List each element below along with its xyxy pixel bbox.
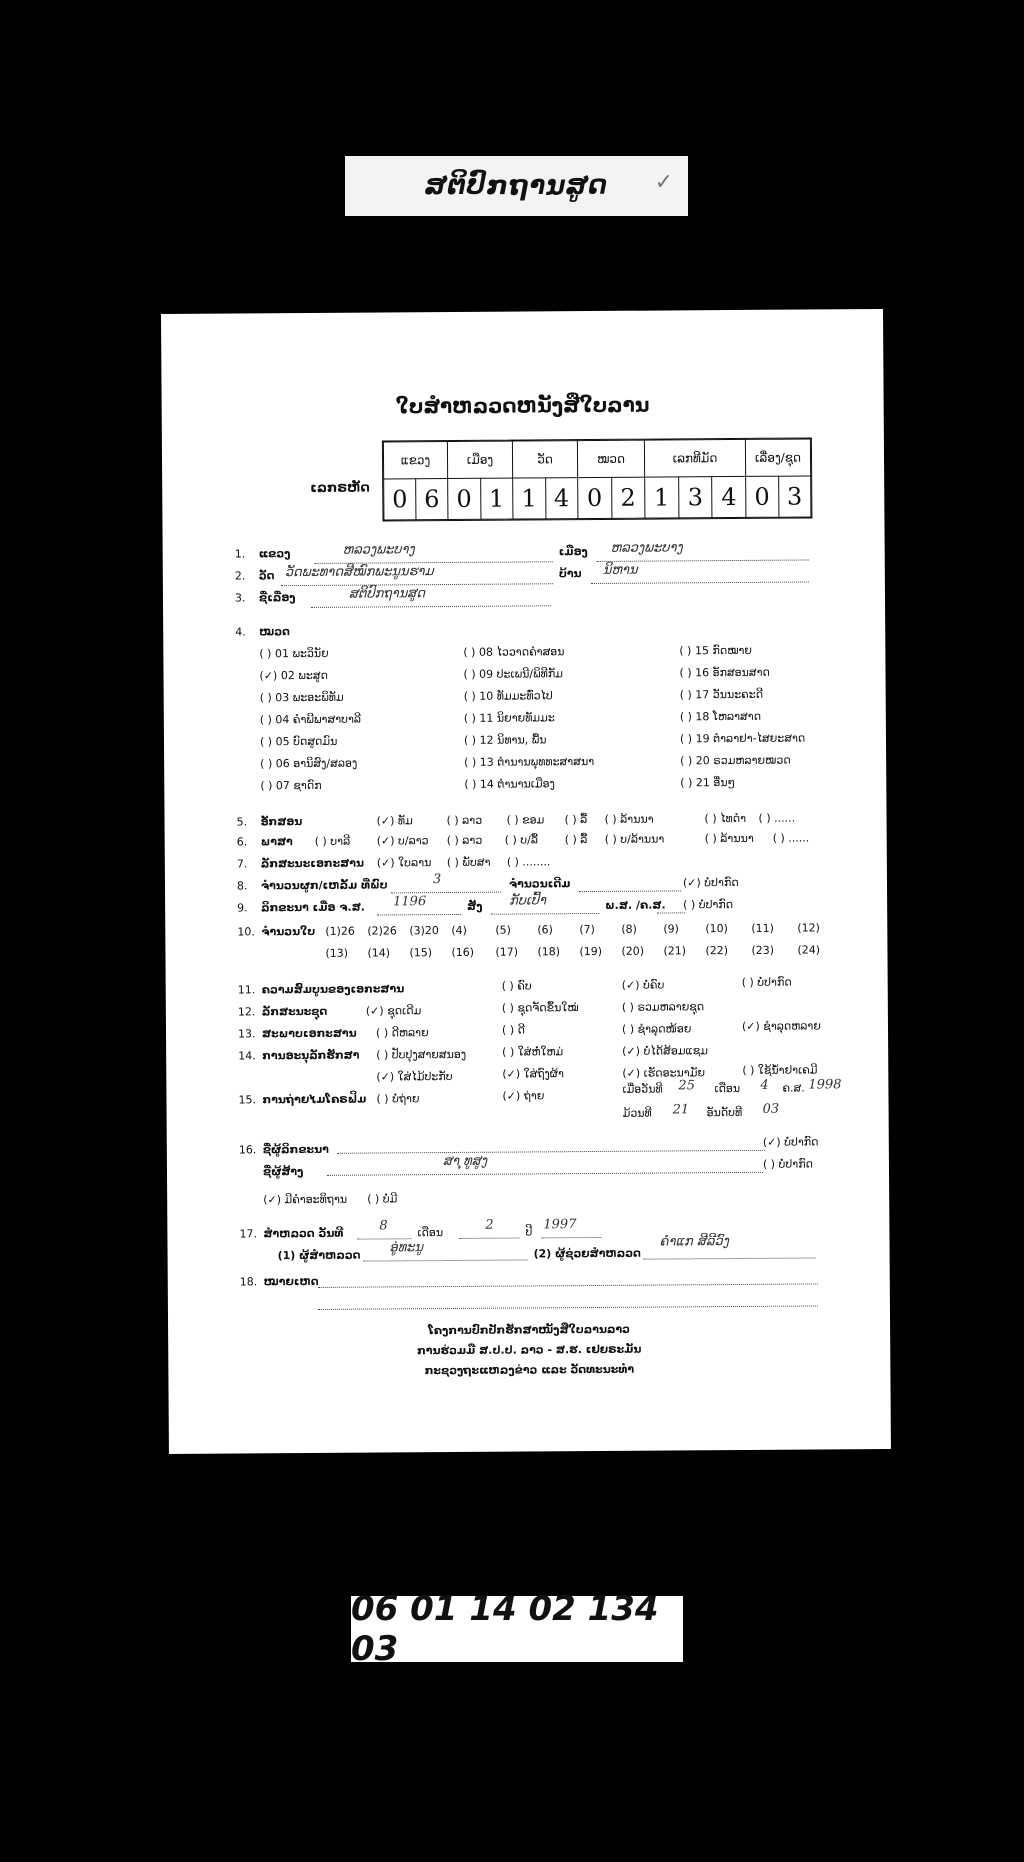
conservation-option[interactable]: (✓) ໃສ່ຖົງຜ້າ bbox=[502, 1067, 564, 1081]
assistant-signature: ຄໍາແກ ສີລີວົງ bbox=[659, 1234, 729, 1250]
leaf-count-item: (23) bbox=[751, 943, 775, 957]
code-header-category: ໝວດ bbox=[577, 440, 644, 477]
microfilm-number-value: 03 bbox=[762, 1101, 780, 1117]
script-option[interactable]: ( ) ລາວ bbox=[446, 813, 483, 828]
condition-option[interactable]: (✓) ຊໍາລຸດຫລາຍ bbox=[741, 1019, 821, 1033]
microfilm-option[interactable]: (✓) ຖ່າຍ bbox=[502, 1089, 545, 1103]
row-2-number: 2. bbox=[234, 569, 246, 583]
row-14-label: ການອະນຸລັກຮັກສາ bbox=[262, 1048, 360, 1063]
set-type-option[interactable]: (✓) ຊຸດເດີມ bbox=[365, 1004, 422, 1018]
inscription-unknown-option[interactable]: ( ) ບໍ່ປາກົດ bbox=[683, 898, 734, 912]
leaf-count-item: (14) bbox=[367, 946, 391, 960]
inscription-year-value: 1196 bbox=[393, 894, 427, 910]
bottom-code-label bbox=[351, 1589, 683, 1669]
code-digit: 2 bbox=[611, 477, 645, 518]
tick-mark-icon: ✓ bbox=[654, 170, 674, 195]
row-4-label: ໝວດ bbox=[259, 625, 290, 639]
survey-year-label: ປີ bbox=[525, 1225, 533, 1239]
leaf-count-item: (13) bbox=[325, 946, 349, 960]
category-option[interactable]: ( ) 04 ຄໍາພີພາສາບາລີ bbox=[259, 712, 362, 727]
code-digit: 3 bbox=[678, 477, 712, 518]
category-option[interactable]: (✓) 02 ພະສູດ bbox=[259, 668, 328, 683]
condition-option[interactable]: ( ) ຊໍາລຸດໜ້ອຍ bbox=[621, 1022, 692, 1036]
row-14-number: 14. bbox=[238, 1049, 256, 1063]
row-8-label-2: ຈໍານວນເດີມ bbox=[508, 877, 571, 891]
script-option[interactable]: ( ) ລື້ bbox=[564, 813, 588, 827]
survey-month-label: ເດືອນ bbox=[417, 1226, 444, 1240]
category-option[interactable]: ( ) 08 ໄວວາດຄໍາສອນ bbox=[463, 645, 565, 659]
form-title: ໃບສໍາຫລວດຫນັງສືໃບລານ bbox=[395, 392, 650, 419]
leaf-count-item: (21) bbox=[663, 944, 687, 958]
script-option[interactable]: ( ) ຂອມ bbox=[506, 813, 545, 827]
row-16-number: 16. bbox=[238, 1143, 257, 1157]
code-digit: 0 bbox=[578, 477, 612, 518]
language-option[interactable]: ( ) ບ/ລື້ bbox=[504, 833, 539, 847]
survey-form-sheet bbox=[161, 309, 891, 1454]
code-digit: 0 bbox=[384, 479, 416, 520]
bundle-count-unknown-option[interactable]: (✓) ບໍ່ປາກົດ bbox=[682, 875, 739, 890]
row-13-number: 13. bbox=[237, 1027, 256, 1041]
leaf-count-item: (11) bbox=[751, 921, 774, 935]
bundle-count-value: 3 bbox=[432, 872, 442, 888]
row-7-number: 7. bbox=[236, 857, 248, 871]
leaf-count-item: (9) bbox=[663, 922, 679, 936]
language-option[interactable]: ( ) ລາວ bbox=[446, 833, 483, 848]
story-title-value: ສຕິປົກຖານສູດ bbox=[348, 586, 426, 602]
code-digit: 3 bbox=[778, 476, 811, 517]
district-value: ຫລວງພະບາງ bbox=[610, 540, 683, 556]
category-option[interactable]: ( ) 21 ອື່ນໆ bbox=[680, 776, 736, 790]
category-option[interactable]: ( ) 05 ບົດສູດມົນ bbox=[259, 734, 338, 749]
category-option[interactable]: ( ) 18 ໂຫລາສາດ bbox=[679, 709, 762, 724]
language-option[interactable]: ( ) ...... bbox=[772, 831, 810, 845]
code-digit: 1 bbox=[645, 477, 679, 518]
code-digit: 4 bbox=[545, 478, 578, 519]
creator-unknown-option[interactable]: ( ) ບໍ່ປາກົດ bbox=[762, 1157, 813, 1171]
conservation-option[interactable]: ( ) ປັບປຸງສາຍສນອງ bbox=[376, 1047, 467, 1062]
row-1-number: 1. bbox=[234, 547, 246, 561]
row-8-number: 8. bbox=[236, 879, 248, 893]
row-2-label-2: ບ້ານ bbox=[558, 567, 582, 581]
row-12-number: 12. bbox=[237, 1005, 256, 1019]
row-2-label: ວັດ bbox=[258, 569, 275, 583]
leaf-count-item: (24) bbox=[797, 943, 821, 957]
document-type-option[interactable]: ( ) ພັບສາ bbox=[446, 855, 491, 870]
creator-value: ສາ ຸທູສູງ bbox=[442, 1153, 488, 1170]
leaf-count-item: (8) bbox=[621, 922, 637, 936]
code-digit: 1 bbox=[513, 478, 546, 519]
bottom-code-text: 06 01 14 02 134 03 bbox=[351, 1589, 659, 1669]
code-header-province: ແຂວງ bbox=[383, 442, 447, 479]
category-option[interactable]: ( ) 20 ຣວມຫລາຍໝວດ bbox=[680, 753, 791, 768]
microfilm-month-value: 4 bbox=[760, 1077, 769, 1093]
code-header-district: ເມືອງ bbox=[447, 441, 512, 478]
conservation-option[interactable]: (✓) ບໍ່ໄດ້ສ້ອມແຊມ bbox=[622, 1044, 709, 1058]
row-8-label: ຈໍານວນຜູກ/ເຫລັ້ມ ທີ່ພົບ bbox=[260, 878, 388, 893]
row-4-number: 4. bbox=[235, 625, 246, 639]
row-13-label: ສະພາບເອກະສານ bbox=[261, 1026, 357, 1041]
leaf-count-item: (16) bbox=[451, 945, 475, 959]
leaf-count-item: (22) bbox=[705, 944, 729, 958]
leaf-count-item: (6) bbox=[537, 923, 553, 937]
category-option[interactable]: ( ) 11 ນິຍາຍທັມມະ bbox=[463, 711, 555, 725]
conservation-option[interactable]: (✓) ໃສ່ໄມ້ປະກັບ bbox=[376, 1069, 453, 1084]
microfilm-year-label: ຄ.ສ. bbox=[782, 1081, 805, 1095]
conservation-option[interactable]: ( ) ໃສ່ຫໍ່ໃຫມ່ bbox=[502, 1045, 564, 1059]
row-15-label: ການຖ່າຍໄມໂຄຣຟິມ bbox=[262, 1092, 367, 1107]
survey-month-value: 2 bbox=[485, 1217, 494, 1233]
temple-value: ວັດພະທາດສີໝົກພະນູນຮາມ bbox=[284, 564, 434, 581]
leaf-count-item: (18) bbox=[537, 945, 561, 959]
top-title-label bbox=[345, 156, 688, 216]
leaf-count-item: (7) bbox=[579, 922, 595, 937]
leaf-count-item: (10) bbox=[705, 922, 728, 936]
microfilm-option[interactable]: ( ) ບໍ່ຖ່າຍ bbox=[376, 1092, 420, 1106]
footer-line-3: ກະຊວງຖະແຫລງຂ່າວ ແລະ ວັດທະນະທໍາ bbox=[424, 1362, 635, 1378]
document-type-option[interactable]: (✓) ໃບລານ bbox=[376, 856, 432, 870]
condition-option[interactable]: ( ) ດີຫລາຍ bbox=[375, 1026, 429, 1040]
completeness-option[interactable]: (✓) ບໍ່ຄົບ bbox=[621, 978, 665, 992]
conservation-option[interactable]: ( ) ໃຊ້ນໍ້າຢາເຄມີ bbox=[742, 1063, 818, 1077]
row-10-label: ຈໍານວນໃບ bbox=[261, 924, 316, 939]
category-option[interactable]: ( ) 16 ອັກສອນສາດ bbox=[679, 665, 770, 680]
row-9-label-2: ສັງ bbox=[467, 899, 483, 913]
leaf-count-item: (19) bbox=[579, 944, 603, 959]
microfilm-roll-label: ມ້ວນທີ bbox=[622, 1106, 652, 1120]
category-option[interactable]: ( ) 01 ພະວິນັຍ bbox=[259, 646, 329, 661]
row-6-label: ພາສາ bbox=[260, 835, 293, 849]
conservation-option[interactable]: (✓) ເຮັດອະນາມັຍ bbox=[622, 1066, 706, 1080]
script-option[interactable]: ( ) ລ້ານນາ bbox=[604, 812, 654, 826]
leaf-count-item: (4) bbox=[451, 923, 467, 937]
category-option[interactable]: ( ) 15 ກົດໝາຍ bbox=[679, 643, 753, 658]
creator-label: ຊື່ຜູ້ສ້າງ bbox=[262, 1165, 304, 1179]
category-option[interactable]: ( ) 19 ຕໍາລາຢາ-ໄສຍະສາດ bbox=[679, 731, 806, 746]
top-title-text: ສຕິປົກຖານສູດ bbox=[424, 171, 609, 201]
microfilm-date-value: 25 bbox=[678, 1078, 696, 1094]
code-digit-row bbox=[384, 476, 811, 520]
survey-day-value: 8 bbox=[379, 1218, 388, 1234]
code-digit: 0 bbox=[448, 478, 481, 519]
microfilm-date-label: ເມື່ອວັນທີ bbox=[622, 1082, 663, 1096]
row-6-number: 6. bbox=[236, 835, 248, 849]
language-option[interactable]: (✓) ບ/ລາວ bbox=[376, 834, 429, 848]
leaf-count-item: (20) bbox=[621, 944, 645, 958]
category-option[interactable]: ( ) 13 ຕໍານານພຸທທະສາສນາ bbox=[464, 754, 595, 769]
code-header-story: ເລື່ອງ/ຊຸດ bbox=[745, 439, 810, 476]
language-option[interactable]: ( ) ບ/ລ້ານນາ bbox=[604, 832, 665, 846]
assistant-label: (2) ຜູ້ຊ່ວຍສໍາຫລວດ bbox=[533, 1246, 641, 1261]
script-option[interactable]: ( ) ...... bbox=[758, 811, 796, 825]
completeness-option[interactable]: ( ) ຄົບ bbox=[501, 979, 532, 993]
completeness-option[interactable]: ( ) ບໍ່ປາກົດ bbox=[741, 975, 792, 989]
surveyor-label: (1) ຜູ້ສໍາຫລວດ bbox=[277, 1248, 361, 1263]
village-value: ນິຫານ bbox=[602, 562, 638, 578]
microfilm-number-label: ອັນດັບທີ bbox=[706, 1105, 743, 1120]
script-option[interactable]: (✓) ທັມ bbox=[376, 814, 413, 828]
prayer-option[interactable]: (✓) ມີຄໍາອະທິຖານ bbox=[263, 1192, 348, 1207]
scribe-unknown-option[interactable]: (✓) ບໍ່ປາກົດ bbox=[762, 1135, 819, 1149]
microfilm-roll-value: 21 bbox=[672, 1102, 690, 1118]
row-1-label-2: ເມືອງ bbox=[558, 545, 588, 559]
row-10-number: 10. bbox=[237, 925, 255, 939]
row-5-number: 5. bbox=[236, 815, 248, 829]
code-label: ເລກຣຫັດ bbox=[310, 480, 370, 496]
code-table bbox=[382, 437, 813, 521]
row-11-label: ຄວາມສົມບູນຂອງເອກະສານ bbox=[261, 982, 405, 997]
language-option[interactable]: ( ) ລື້ bbox=[564, 833, 588, 847]
code-header-row bbox=[383, 439, 810, 479]
row-5-label: ອັກສອນ bbox=[260, 815, 303, 829]
script-option[interactable]: ( ) ໄທດໍາ bbox=[704, 811, 747, 826]
inscription-day-value: ກັບເປົ້າ bbox=[509, 893, 547, 909]
leaf-count-item: (17) bbox=[495, 945, 519, 959]
row-15-number: 15. bbox=[238, 1093, 257, 1107]
category-option[interactable]: ( ) 12 ນິທານ, ພື້ນ bbox=[463, 733, 547, 747]
survey-year-value: 1997 bbox=[543, 1217, 577, 1233]
row-9-number: 9. bbox=[237, 901, 248, 915]
footer-line-2: ການຮ່ວມມື ສ.ປ.ປ. ລາວ - ສ.ຮ. ເຢຍຣະມັນ bbox=[416, 1342, 642, 1358]
microfilm-month-label: ເດືອນ bbox=[714, 1081, 741, 1096]
code-digit: 1 bbox=[480, 478, 513, 519]
row-17-label: ສໍາຫລວດ ວັນທີ bbox=[263, 1226, 344, 1241]
row-3-label: ຊື່ເລື່ອງ bbox=[258, 591, 296, 605]
set-type-option[interactable]: ( ) ຣວມຫລາຍຊຸດ bbox=[621, 1000, 705, 1014]
row-12-label: ລັກສະນະຊຸດ bbox=[261, 1004, 328, 1019]
code-digit: 0 bbox=[746, 476, 779, 517]
leaf-count-item: (1)26 bbox=[325, 924, 355, 938]
leaf-count-item: (3)20 bbox=[409, 924, 439, 938]
prayer-option[interactable]: ( ) ບໍ່ມີ bbox=[367, 1192, 398, 1206]
language-option[interactable]: ( ) ບາລີ bbox=[314, 834, 351, 848]
condition-option[interactable]: ( ) ດີ bbox=[501, 1023, 526, 1037]
leaf-count-item: (15) bbox=[409, 946, 433, 960]
microfilm-year-value: 1998 bbox=[808, 1077, 842, 1093]
row-18-number: 18. bbox=[239, 1275, 258, 1289]
set-type-option[interactable]: ( ) ຊຸດຈັດຂຶ້ນໃໝ່ bbox=[501, 1001, 579, 1015]
surveyor-signature: ອູ່ທະນູ bbox=[389, 1240, 424, 1256]
row-1-label: ແຂວງ bbox=[258, 547, 291, 561]
row-18-label: ໝາຍເຫດ bbox=[263, 1274, 319, 1289]
category-option[interactable]: ( ) 14 ຕໍານານເມືອງ bbox=[464, 777, 555, 791]
row-17-number: 17. bbox=[239, 1227, 257, 1241]
language-option[interactable]: ( ) ລ້ານນາ bbox=[704, 831, 754, 846]
category-option[interactable]: ( ) 06 ອານິສົງ/ສລອງ bbox=[260, 756, 358, 771]
code-header-bundle: ເລກທີມັດ bbox=[644, 439, 745, 477]
document-type-option[interactable]: ( ) ........ bbox=[506, 855, 551, 869]
code-header-temple: ວັດ bbox=[512, 441, 577, 478]
category-option[interactable]: ( ) 03 ພະອະພິທັມ bbox=[259, 690, 344, 705]
province-value: ຫລວງພະບາງ bbox=[342, 542, 415, 558]
code-digit: 6 bbox=[416, 479, 448, 520]
leaf-count-item: (12) bbox=[797, 921, 820, 935]
category-option[interactable]: ( ) 10 ທັມມະທົ່ວໄປ bbox=[463, 689, 553, 703]
leaf-count-item: (2)26 bbox=[367, 924, 397, 938]
code-digit: 4 bbox=[712, 476, 746, 517]
row-16-label: ຊື່ຜູ້ລິກຂະນາ bbox=[262, 1142, 329, 1157]
row-9-label-3: ພ.ສ. /ຄ.ສ. bbox=[605, 898, 666, 912]
category-option[interactable]: ( ) 09 ປະເພນີ/ພິທີກັມ bbox=[463, 667, 563, 681]
row-3-number: 3. bbox=[234, 591, 246, 605]
row-9-label: ລິກຂະນາ ເມື່ອ ຈ.ສ. bbox=[261, 900, 365, 915]
row-11-number: 11. bbox=[237, 983, 256, 997]
leaf-count-item: (5) bbox=[495, 923, 511, 937]
category-option[interactable]: ( ) 17 ວັນນະຄະດີ bbox=[679, 687, 764, 702]
footer-line-1: ໂຄງການປົກປັກຮັກສາໜັງສືໃບລານລາວ bbox=[428, 1322, 631, 1338]
row-7-label: ລັກສະນະເອກະສານ bbox=[260, 856, 365, 871]
category-option[interactable]: ( ) 07 ຊາດົກ bbox=[260, 778, 322, 793]
